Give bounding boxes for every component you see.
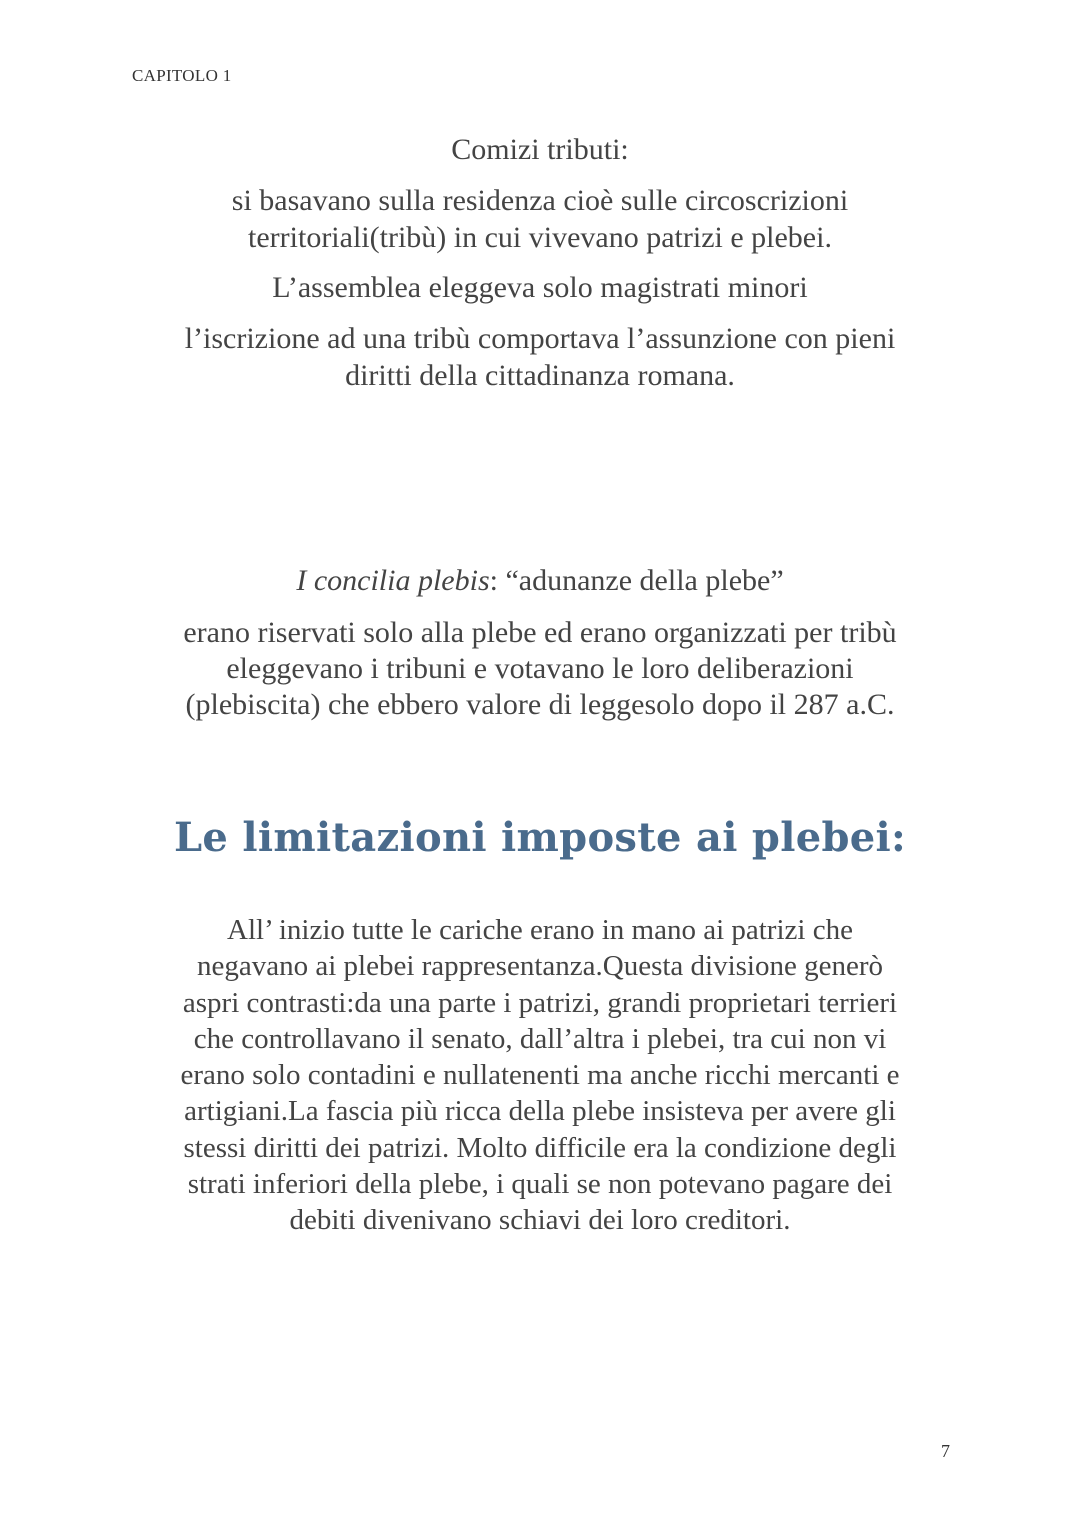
chapter-header: CAPITOLO 1	[132, 66, 232, 85]
paragraph-line: stessi diritti dei patrizi. Molto difficile era la condizione degli	[183, 1131, 897, 1164]
paragraph-line: che controllavano il senato, dall’altra i plebei, tra cui non vi	[193, 1022, 887, 1055]
page-number: 7	[941, 1441, 950, 1461]
concilia-title-rest: : “adunanze della plebe”	[489, 564, 784, 597]
paragraph-line: eleggevano i tribuni e votavano le loro deliberazioni	[226, 652, 854, 685]
comizi-residence-paragraph	[110, 182, 970, 256]
paragraph-line: All’ inizio tutte le cariche erano in mano ai patrizi che	[227, 914, 853, 946]
section-heading-text: Le limitazioni imposte ai plebei:	[173, 814, 907, 861]
paragraph-line: strati inferiori della plebe, i quali se non potevano pagare dei	[187, 1168, 893, 1201]
concilia-title-italic: I concilia plebis	[296, 564, 490, 597]
section-heading	[110, 810, 970, 866]
paragraph-line: territoriali(tribù) in cui vivevano patrizi e plebei.	[248, 221, 832, 254]
comizi-title	[110, 130, 970, 170]
paragraph-line: L’assemblea eleggeva solo magistrati minori	[272, 271, 808, 304]
paragraph-line: (plebiscita) che ebbero valore di leggesolo dopo il 287 a.C.	[185, 688, 895, 721]
concilia-paragraph	[110, 615, 970, 723]
comizi-iscrizione-paragraph	[110, 320, 970, 394]
paragraph-line: si basavano sulla residenza cioè sulle circoscrizioni	[231, 184, 849, 217]
paragraph-line: debiti divenivano schiavi dei loro creditori.	[289, 1204, 791, 1237]
limitazioni-paragraph	[110, 912, 970, 1239]
paragraph-line: erano riservati solo alla plebe ed erano organizzati per tribù	[183, 616, 897, 649]
paragraph-line: l’iscrizione ad una tribù comportava l’assunzione con pieni	[184, 322, 896, 355]
comizi-assembly-paragraph	[110, 268, 970, 308]
paragraph-line: artigiani.La fascia più ricca della plebe insisteva per avere gli	[184, 1095, 896, 1128]
comizi-title-text: Comizi tributi:	[451, 133, 629, 166]
concilia-title	[110, 561, 970, 601]
paragraph-line: negavano ai plebei rappresentanza.Questa divisione generò	[196, 950, 884, 983]
paragraph-line: aspri contrasti:da una parte i patrizi, grandi proprietari terrieri	[182, 986, 898, 1019]
paragraph-line: diritti della cittadinanza romana.	[345, 359, 735, 392]
concilia-title-line	[110, 561, 970, 601]
paragraph-line: erano solo contadini e nullatenenti ma anche ricchi mercanti e	[180, 1059, 900, 1092]
